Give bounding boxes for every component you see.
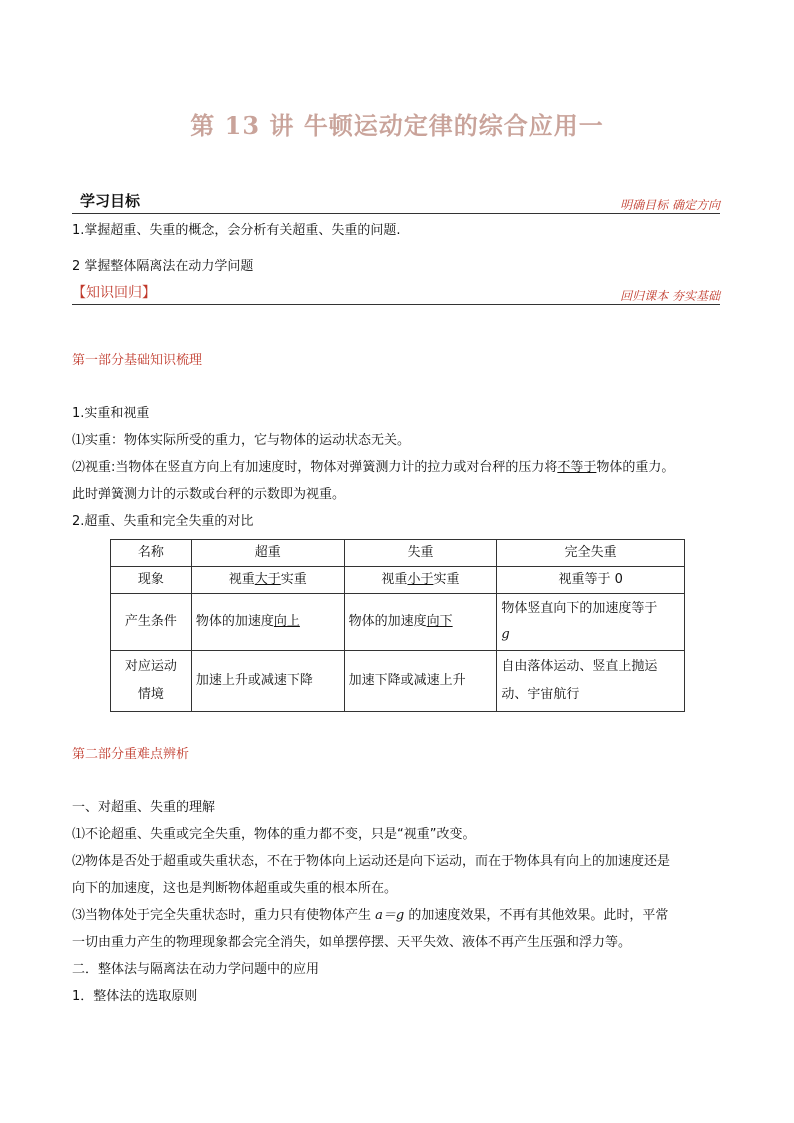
part2-p2b: 向下的加速度，这也是判断物体超重或失重的根本所在。 — [72, 881, 398, 896]
cell-weightless-motion: 自由落体运动、竖直上抛运 动、宇宙航行 — [497, 651, 685, 712]
part2-p3a: ⑶当物体处于完全失重状态时，重力只有使物体产生 a＝g 的加速度效果，不再有其他效果。此时，平常 — [72, 908, 669, 923]
part2-s2-sub: 1．整体法的选取原则 — [72, 989, 198, 1004]
part2-p1: ⑴不论超重、失重或完全失重，物体的重力都不变，只是“视重”改变。 — [72, 827, 476, 842]
review-header — [72, 279, 720, 305]
cell-overweight-motion: 加速上升或减速下降 — [191, 651, 344, 712]
part1-s2-title: 2.超重、失重和完全失重的对比 — [72, 514, 254, 529]
review-tagline: 回归课本 夯实基础 — [620, 289, 720, 303]
table-header-cell: 名称 — [111, 540, 192, 567]
cell-weightless-condition: 物体竖直向下的加速度等于 g — [497, 594, 685, 651]
objectives-heading: 学习目标 — [80, 192, 141, 210]
row-label: 现象 — [111, 567, 192, 594]
row-label: 对应运动 情境 — [111, 651, 192, 712]
table-row-phenomenon — [111, 567, 685, 594]
part1-s1-p1: ⑴实重：物体实际所受的重力，它与物体的运动状态无关。 — [72, 433, 411, 448]
table-header-row — [111, 540, 685, 567]
part1-s1-title: 1.实重和视重 — [72, 406, 150, 421]
table-row-motion — [111, 651, 685, 712]
table-header-cell: 完全失重 — [497, 540, 685, 567]
cell-underweight-phenomenon: 视重小于实重 — [344, 567, 497, 594]
review-rule — [72, 304, 720, 305]
part1-heading: 第一部分基础知识梳理 — [72, 353, 203, 368]
part2-s1-title: 一、对超重、失重的理解 — [72, 800, 216, 815]
cell-weightless-phenomenon: 视重等于 0 — [497, 567, 685, 594]
objective-item-1: 1.掌握超重、失重的概念，会分析有关超重、失重的问题. — [72, 223, 401, 238]
cell-overweight-phenomenon: 视重大于实重 — [191, 567, 344, 594]
page-title: 第 13 讲 牛顿运动定律的综合应用一 — [190, 111, 604, 140]
part2-p3b: 一切由重力产生的物理现象都会完全消失，如单摆停摆、天平失效、液体不再产生压强和浮力等。 — [72, 935, 632, 950]
part1-s1-p2: ⑵视重:当物体在竖直方向上有加速度时，物体对弹簧测力计的拉力或对台秤的压力将不等于物体的重力。 — [72, 460, 675, 475]
objectives-tagline: 明确目标 确定方向 — [620, 198, 720, 212]
part1-s1-p3: 此时弹簧测力计的示数或台秤的示数即为视重。 — [72, 487, 346, 502]
table-row-condition — [111, 594, 685, 651]
objectives-header — [72, 186, 720, 214]
cell-underweight-condition: 物体的加速度向下 — [344, 594, 497, 651]
table-header-cell: 失重 — [344, 540, 497, 567]
review-heading: 【知识回归】 — [72, 285, 156, 301]
row-label: 产生条件 — [111, 594, 192, 651]
cell-underweight-motion: 加速下降或减速上升 — [344, 651, 497, 712]
part2-p2a: ⑵物体是否处于超重或失重状态，不在于物体向上运动还是向下运动，而在于物体具有向上的加速度还是 — [72, 854, 671, 869]
table-header-cell: 超重 — [191, 540, 344, 567]
objectives-rule — [72, 213, 720, 214]
objective-item-2: 2 掌握整体隔离法在动力学问题 — [72, 259, 254, 274]
part2-heading: 第二部分重难点辨析 — [72, 747, 190, 762]
comparison-table — [110, 539, 685, 712]
part2-s2-title: 二．整体法与隔离法在动力学问题中的应用 — [72, 962, 320, 977]
cell-overweight-condition: 物体的加速度向上 — [191, 594, 344, 651]
